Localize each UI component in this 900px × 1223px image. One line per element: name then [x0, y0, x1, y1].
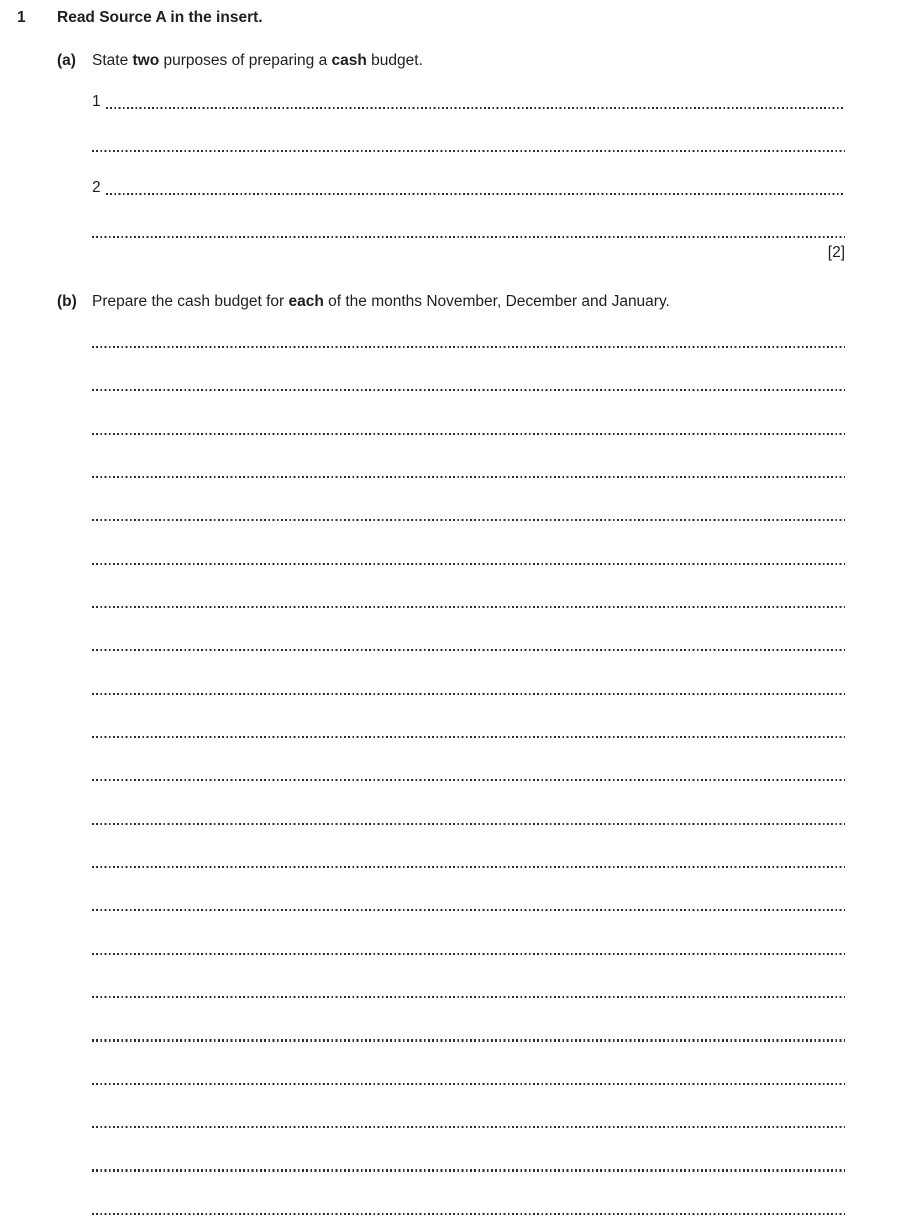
answer-line — [92, 677, 845, 697]
answer-line — [92, 91, 845, 111]
dotted-answer-line — [106, 193, 845, 195]
dotted-answer-line — [92, 346, 845, 348]
dotted-answer-line — [92, 236, 845, 238]
dotted-answer-line — [92, 1169, 845, 1171]
answer-line — [92, 633, 845, 653]
answer-line — [92, 503, 845, 523]
question-heading-row — [0, 9, 900, 27]
answer-line — [92, 220, 845, 240]
part-a-label: (a) — [57, 52, 76, 69]
dotted-answer-line — [92, 779, 845, 781]
answer-line — [92, 1110, 845, 1130]
dotted-answer-line — [92, 649, 845, 651]
answer-line — [92, 763, 845, 783]
answer-line — [92, 1154, 845, 1174]
dotted-answer-line — [92, 823, 845, 825]
part-b-prompt-post: of the months November, December and January. — [323, 293, 670, 310]
dotted-answer-line — [92, 433, 845, 435]
dotted-answer-line — [92, 866, 845, 868]
part-b-row — [0, 293, 900, 311]
dotted-answer-line — [92, 996, 845, 998]
part-a-row — [0, 52, 900, 70]
answer-line — [92, 373, 845, 393]
part-a-marks-row — [0, 244, 845, 262]
answer-line — [92, 893, 845, 913]
answer-line — [92, 1024, 845, 1044]
answer-line — [92, 1197, 845, 1217]
part-a-answer-area — [92, 91, 845, 240]
part-a-prompt-post: budget. — [366, 52, 423, 69]
answer-line — [92, 330, 845, 350]
answer-line — [92, 417, 845, 437]
answer-line-prefix: 1 — [92, 93, 101, 110]
dotted-answer-line — [92, 909, 845, 911]
answer-line — [92, 460, 845, 480]
dotted-answer-line — [92, 389, 845, 391]
part-b-answer-area — [92, 330, 845, 1217]
answer-line-prefix: 2 — [92, 179, 101, 196]
answer-line — [92, 850, 845, 870]
answer-line — [92, 1067, 845, 1087]
dotted-answer-line — [92, 563, 845, 565]
answer-line — [92, 177, 845, 197]
answer-line — [92, 980, 845, 1000]
answer-line — [92, 937, 845, 957]
part-b-label: (b) — [57, 293, 77, 310]
part-a-prompt — [92, 52, 900, 70]
answer-line — [92, 547, 845, 567]
part-a-prompt-bold-two: two — [132, 52, 160, 69]
dotted-answer-line — [92, 736, 845, 738]
dotted-answer-line — [92, 150, 845, 152]
dotted-answer-line — [92, 1213, 845, 1215]
dotted-answer-line — [92, 519, 845, 521]
dotted-answer-line — [92, 1039, 845, 1041]
answer-line — [92, 590, 845, 610]
question-number: 1 — [17, 9, 26, 26]
dotted-answer-line — [92, 476, 845, 478]
dotted-answer-line — [106, 107, 845, 109]
part-b-prompt-pre: Prepare the cash budget for — [92, 293, 289, 310]
marks-badge: [2] — [827, 244, 845, 261]
dotted-answer-line — [92, 693, 845, 695]
part-a-prompt-pre: State — [92, 52, 133, 69]
dotted-answer-line — [92, 1126, 845, 1128]
part-b-prompt — [92, 293, 900, 311]
dotted-answer-line — [92, 606, 845, 608]
part-a-prompt-mid: purposes of preparing a — [159, 52, 332, 69]
answer-line — [92, 134, 845, 154]
part-a-prompt-bold-cash: cash — [331, 52, 367, 69]
question-heading: Read Source A in the insert. — [57, 9, 263, 26]
part-b-prompt-bold-each: each — [288, 293, 324, 310]
answer-line — [92, 720, 845, 740]
dotted-answer-line — [92, 953, 845, 955]
dotted-answer-line — [92, 1083, 845, 1085]
answer-line — [92, 807, 845, 827]
